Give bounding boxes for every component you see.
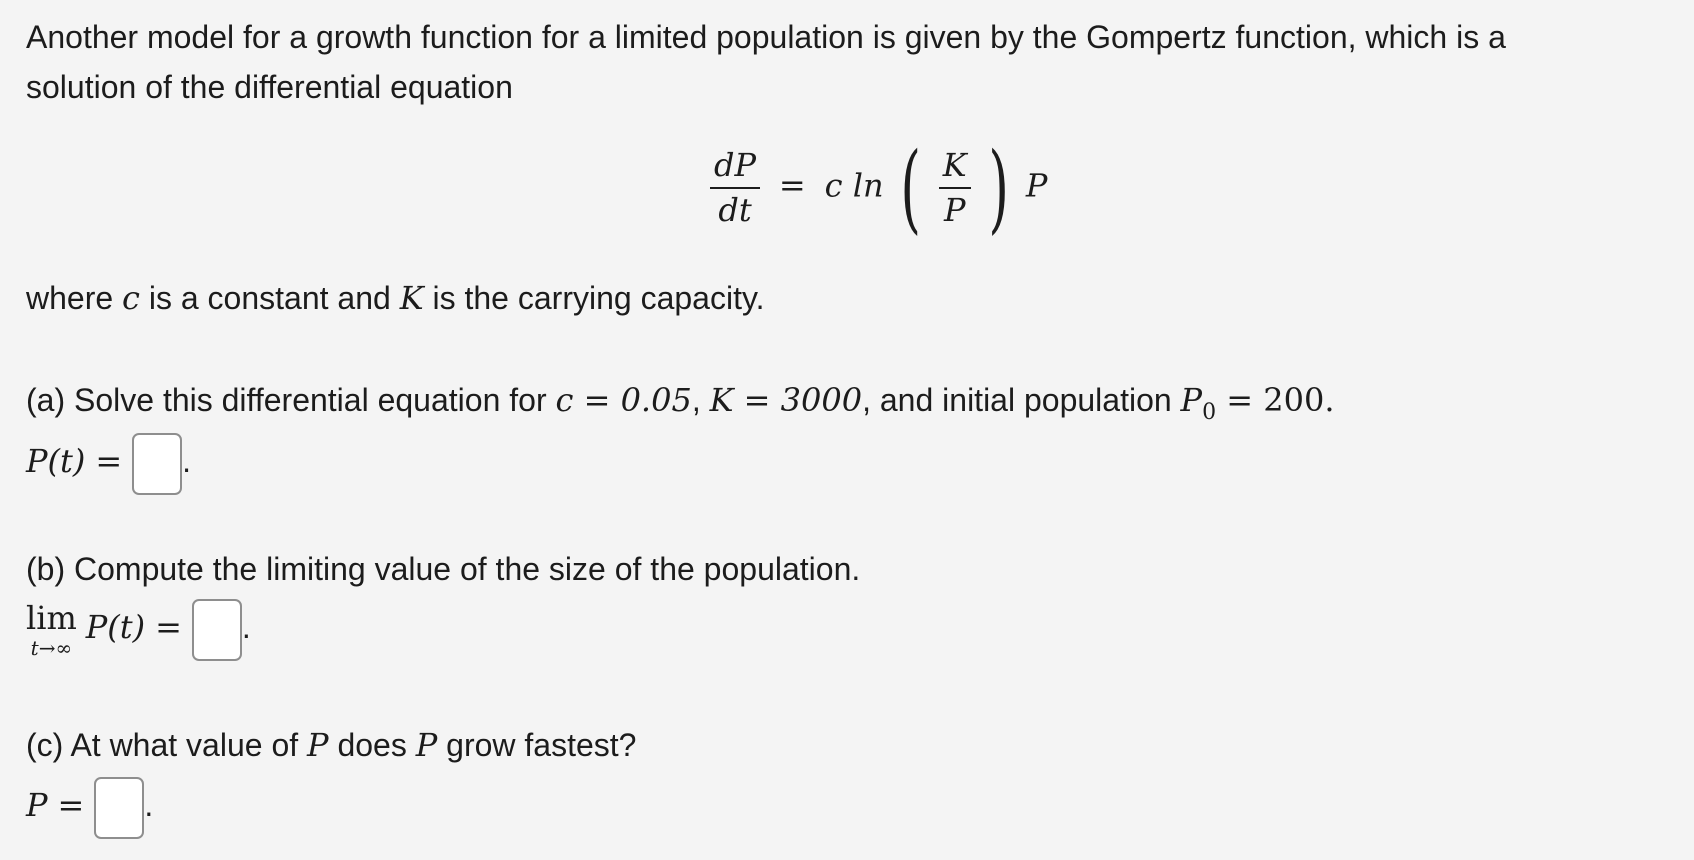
- differential-equation: [710, 132, 1048, 244]
- part-b-answer-row: [26, 594, 251, 661]
- part-c-p2: P: [415, 726, 438, 764]
- part-a-equals: =: [95, 442, 123, 480]
- where-text-2: is a constant and: [139, 280, 400, 316]
- equals-sign: =: [778, 166, 806, 205]
- part-a-answer-row: [26, 428, 191, 495]
- where-c: c: [122, 279, 140, 317]
- intro-line-1: Another model for a growth function for a limited population is given by the Gompertz function, which is a: [26, 19, 1506, 55]
- where-sentence: [26, 273, 764, 323]
- part-b-dot: .: [241, 609, 251, 645]
- part-b-equals: =: [155, 608, 182, 646]
- part-b-prompt: (b) Compute the limiting value of the size of the population.: [26, 551, 861, 587]
- trailing-p: P: [1025, 166, 1048, 205]
- part-a-prompt: [26, 375, 1334, 430]
- part-c-equals: =: [57, 786, 85, 824]
- where-text-1: where: [26, 280, 123, 316]
- part-a-dot: .: [182, 443, 192, 479]
- part-c-prompt: [26, 720, 636, 770]
- part-a-p0: P: [1180, 381, 1203, 419]
- part-a-lhs: P(t): [26, 442, 86, 480]
- part-c-p1: P: [307, 726, 329, 764]
- intro-line-2: solution of the differential equation: [26, 69, 513, 105]
- part-c-answer-row: [26, 772, 153, 839]
- part-a-p0-subscript: 0: [1202, 400, 1217, 425]
- part-c-text-1: (c) At what value of: [26, 727, 308, 763]
- part-b-lhs: P(t): [85, 608, 146, 646]
- dp-dt-fraction: [710, 145, 760, 229]
- part-c-text-3: grow fastest?: [437, 727, 637, 763]
- left-paren: (: [900, 132, 922, 244]
- part-a-c-expr: c = 0.05: [555, 381, 692, 419]
- part-c-answer-input[interactable]: [94, 777, 144, 839]
- inner-fraction-bar: [939, 187, 971, 189]
- fraction-numerator: dP: [714, 145, 757, 184]
- part-a-text-2: , and initial population: [862, 382, 1181, 418]
- where-k: K: [399, 279, 424, 317]
- where-text-3: is the carrying capacity.: [423, 280, 765, 316]
- part-a-comma: ,: [691, 382, 710, 418]
- part-c-dot: .: [144, 787, 154, 823]
- part-b-answer-input[interactable]: [192, 599, 242, 661]
- part-a-text-1: (a) Solve this differential equation for: [26, 382, 556, 418]
- part-c-lhs: P: [26, 786, 48, 824]
- fraction-bar: [710, 187, 760, 189]
- part-a-p0-value: = 200.: [1216, 381, 1335, 419]
- limit-operator: [26, 598, 77, 660]
- right-paren: ): [988, 132, 1009, 244]
- part-a-k-expr: K = 3000: [709, 381, 863, 419]
- part-a-answer-input[interactable]: [132, 433, 182, 495]
- k-over-p-fraction: [939, 145, 971, 229]
- lim-word: lim: [26, 598, 77, 637]
- inner-denominator: P: [943, 191, 966, 229]
- fraction-denominator: dt: [718, 191, 752, 229]
- inner-numerator: K: [942, 145, 967, 184]
- lim-subscript: t→∞: [30, 635, 73, 660]
- part-c-text-2: does: [328, 727, 416, 763]
- c-ln-term: c ln: [824, 166, 884, 205]
